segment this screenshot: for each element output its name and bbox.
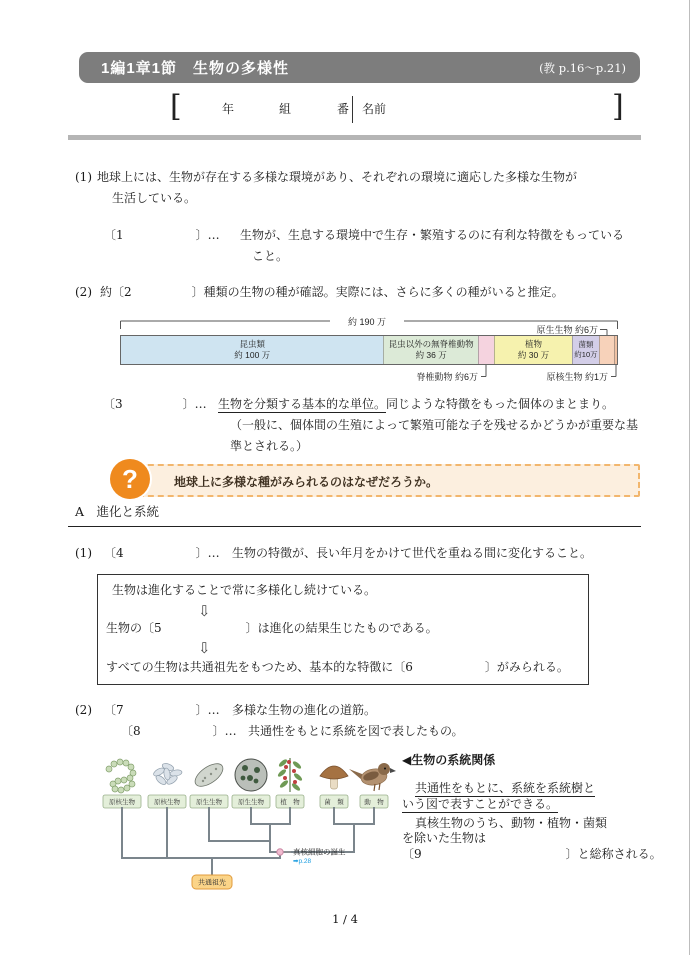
species-bar bbox=[120, 335, 618, 365]
inquiry-box bbox=[128, 464, 640, 497]
side-note-line-4: を除いた生物は bbox=[402, 831, 487, 845]
eukaryote-origin-node bbox=[277, 849, 283, 855]
page-number: 1 / 4 bbox=[332, 912, 358, 926]
down-arrow-icon: ⇩ bbox=[198, 602, 211, 620]
taxon-label: 原生生物 bbox=[238, 799, 264, 806]
blank-1: 〔1 〕… bbox=[104, 228, 220, 242]
paramecium-illustration bbox=[191, 759, 226, 790]
blank-3-underlined: 生物を分類する基本的な単位。 bbox=[218, 397, 387, 411]
taxon-label: 菌 類 bbox=[324, 799, 344, 806]
taxon-label: 動 物 bbox=[364, 799, 384, 806]
callout-protists: 原生生物 約6万 bbox=[536, 325, 598, 335]
eukaryote-origin-label: 真核細胞の誕生 bbox=[293, 847, 346, 857]
callout-prokaryotes: 原核生物 約1万 bbox=[546, 372, 608, 382]
question-mark-icon: ? bbox=[110, 459, 150, 499]
bar-segment-2 bbox=[478, 336, 494, 364]
cyanobacteria-illustration bbox=[106, 759, 136, 793]
blank-1-description-2: こと。 bbox=[252, 249, 289, 263]
blank-3-description bbox=[218, 397, 614, 413]
taxon-label: 原核生物 bbox=[154, 799, 180, 806]
species-count-chart bbox=[120, 312, 618, 392]
header-divider bbox=[68, 135, 641, 140]
section-a-rule bbox=[68, 526, 641, 527]
taxon-label: 原核生物 bbox=[109, 799, 135, 806]
side-note-underlined-2 bbox=[402, 797, 558, 813]
side-note-title: ◀生物の系統関係 bbox=[402, 753, 496, 767]
name-divider bbox=[352, 96, 353, 123]
close-bracket: ] bbox=[612, 89, 624, 124]
item-a2-number: (2) bbox=[75, 703, 92, 717]
phylogenetic-tree-diagram bbox=[85, 750, 415, 900]
blank-8-description: 共通性をもとに系統を図で表したもの。 bbox=[248, 724, 464, 738]
tree-branches bbox=[122, 808, 374, 875]
callout-vertebrates: 脊椎動物 約6万 bbox=[416, 372, 478, 382]
page-title: 1編1章1節 生物の多様性 bbox=[101, 60, 290, 77]
name-label: 名前 bbox=[362, 102, 387, 116]
section-a-heading: A 進化と系統 bbox=[75, 504, 160, 519]
bar-segment-4: 菌類 約10万 bbox=[572, 336, 598, 364]
page-ref-link[interactable]: ➡p.28 bbox=[293, 858, 312, 865]
bar-segment-0: 昆虫類 約 100 万 bbox=[121, 336, 383, 364]
blank-7-description: 多様な生物の進化の道筋。 bbox=[232, 703, 377, 717]
class-label: 組 bbox=[279, 102, 292, 116]
bar-segment-5 bbox=[599, 336, 615, 364]
section-header-bar bbox=[79, 52, 640, 83]
blank-3-note-line1: （一般に、個体間の生殖によって繁殖可能な子を残せるかどうかが重要な基 bbox=[230, 418, 639, 432]
side-note-underline-text-2: いう図で表すことができる。 bbox=[402, 797, 559, 811]
item-1-number: (1) bbox=[75, 170, 92, 184]
year-label: 年 bbox=[222, 102, 235, 116]
flow-line-2: 生物の〔5 〕は進化の結果生じたものである。 bbox=[106, 621, 438, 635]
side-note-underline-text-1: 共通性をもとに、系統を系統樹と bbox=[415, 781, 596, 795]
open-bracket: [ bbox=[170, 89, 182, 124]
item-2-number: (2) bbox=[75, 285, 92, 299]
taxon-labels bbox=[103, 795, 388, 808]
sparrow-illustration bbox=[349, 763, 396, 791]
item-1-line1: 地球上には、生物が存在する多様な環境があり、それぞれの環境に適応した多様な生物が bbox=[97, 170, 578, 184]
chart-total-label: 約 190 万 bbox=[347, 317, 387, 327]
side-note-line-3: 真核生物のうち、動物・植物・菌類 bbox=[415, 816, 608, 830]
blank-7: 〔7 〕… bbox=[104, 703, 220, 717]
common-ancestor-label: 共通祖先 bbox=[198, 879, 226, 887]
blank-3: 〔3 〕… bbox=[103, 397, 207, 411]
side-note-underlined-1 bbox=[415, 781, 595, 797]
textbook-page-ref: (教 p.16～p.21) bbox=[539, 60, 626, 75]
side-note-blank-9: 〔9 〕と総称される。 bbox=[402, 847, 662, 861]
item-2-intro: 約〔2 〕種類の生物の種が確認。実際には、さらに多くの種がいると推定。 bbox=[100, 285, 564, 299]
blank-1-description: 生物が、生息する環境中で生存・繁殖するのに有利な特徴をもっている bbox=[240, 228, 625, 242]
blank-4: 〔4 〕… bbox=[104, 546, 220, 560]
blank-8: 〔8 〕… bbox=[121, 724, 237, 738]
flow-line-3: すべての生物は共通祖先をもつため、基本的な特徴に〔6 〕がみられる。 bbox=[106, 660, 569, 674]
blank-4-description: 生物の特徴が、長い年月をかけて世代を重ねる間に変化すること。 bbox=[232, 546, 593, 560]
mushroom-illustration bbox=[320, 766, 348, 789]
evolution-flow-box bbox=[97, 574, 589, 685]
down-arrow-icon: ⇩ bbox=[198, 639, 211, 657]
volvox-illustration bbox=[235, 759, 267, 791]
taxon-label: 原生生物 bbox=[196, 799, 222, 806]
flow-line-1: 生物は進化することで常に多様化し続けている。 bbox=[112, 583, 377, 597]
item-1-line2: 生活している。 bbox=[112, 191, 197, 205]
inquiry-question: 地球上に多様な種がみられるのはなぜだろうか。 bbox=[174, 475, 439, 489]
number-label: 番 bbox=[337, 102, 350, 116]
common-ancestor-box bbox=[192, 875, 232, 889]
plant-illustration bbox=[277, 758, 303, 792]
taxon-label: 植 物 bbox=[280, 799, 300, 806]
item-a1-number: (1) bbox=[75, 546, 92, 560]
blank-3-rest: 同じような特徴をもった個体のまとまり。 bbox=[386, 397, 615, 411]
bar-segment-3: 植物 約 30 万 bbox=[494, 336, 573, 364]
bar-segment-6 bbox=[614, 336, 617, 364]
bacteria-illustration bbox=[152, 762, 182, 786]
bar-segment-1: 昆虫以外の無脊椎動物 約 36 万 bbox=[383, 336, 477, 364]
blank-3-note-line2: 準とされる。） bbox=[230, 439, 309, 453]
